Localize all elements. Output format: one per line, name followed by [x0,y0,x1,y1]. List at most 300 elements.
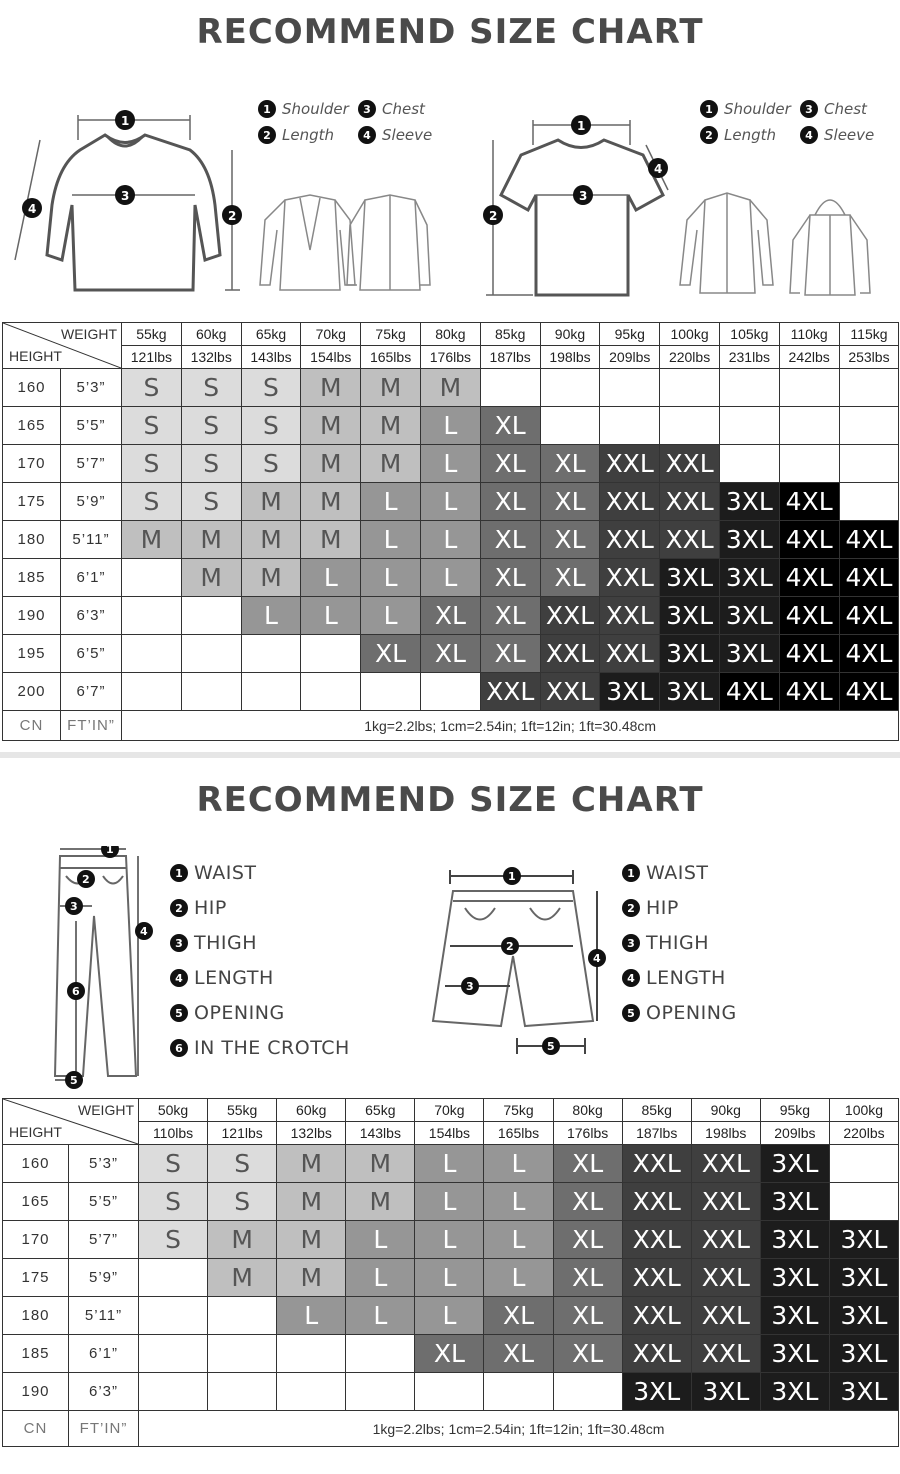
size-cell: M [301,407,361,445]
bottom-size-chart-section [0,758,900,1474]
size-cell: 4XL [779,521,839,559]
size-cell: L [415,1221,484,1259]
size-cell: 3XL [691,1373,760,1411]
size-cell: M [346,1145,415,1183]
size-cell: XXL [660,521,720,559]
weight-lbs-header: 242lbs [779,346,839,369]
height-ft-cell: 5’9” [61,483,122,521]
size-cell: XL [480,483,540,521]
size-cell [122,559,182,597]
weight-lbs-header: 110lbs [139,1122,208,1145]
size-cell: XL [553,1297,622,1335]
height-ft-cell: 5’7” [69,1221,139,1259]
size-cell: 3XL [760,1335,829,1373]
tshirt-icon [478,100,688,300]
footer-ft: FT’IN” [69,1411,139,1447]
table-row [3,1259,899,1297]
size-cell: XXL [691,1183,760,1221]
size-cell: M [277,1145,346,1183]
legend-length: LENGTH [646,967,726,989]
table-row [3,1297,899,1335]
weight-lbs-header: 121lbs [208,1122,277,1145]
size-cell: M [208,1259,277,1297]
size-cell: XL [480,597,540,635]
size-cell: XL [553,1259,622,1297]
legend-thigh: THIGH [194,932,258,954]
size-cell: 3XL [622,1373,691,1411]
legend-opening: OPENING [646,1002,737,1024]
height-cm-cell: 190 [3,597,61,635]
size-cell [346,1373,415,1411]
size-cell: XXL [660,445,720,483]
weight-lbs-header: 220lbs [829,1122,898,1145]
size-cell: S [181,407,241,445]
legend-in-the-crotch: IN THE CROTCH [194,1037,350,1059]
weight-kg-header: 100kg [660,323,720,346]
table-row [3,673,899,711]
number-4-icon: 4 [170,969,188,987]
size-cell: XXL [622,1145,691,1183]
size-cell [122,635,182,673]
size-cell: 4XL [779,673,839,711]
size-cell: 3XL [760,1183,829,1221]
svg-text:2: 2 [82,873,90,886]
size-cell [277,1335,346,1373]
size-cell: S [208,1183,277,1221]
height-cm-cell: 180 [3,1297,69,1335]
size-cell [540,369,600,407]
svg-text:1: 1 [577,119,586,133]
weight-height-corner [3,1099,139,1145]
size-cell: XL [553,1145,622,1183]
size-cell: M [301,521,361,559]
size-cell: S [122,407,182,445]
footer-row [3,1411,899,1447]
size-cell [181,597,241,635]
weight-kg-header: 75kg [484,1099,553,1122]
weight-lbs-header: 154lbs [415,1122,484,1145]
size-cell: L [420,483,480,521]
size-cell: 3XL [829,1297,898,1335]
legend-waist: WAIST [194,862,257,884]
weight-lbs-header: 143lbs [241,346,301,369]
table-row [3,483,899,521]
size-cell [660,369,720,407]
weight-lbs-header: 209lbs [600,346,660,369]
weight-lbs-header: 132lbs [277,1122,346,1145]
table-row [3,1145,899,1183]
shirt-and-hoodie-icon [675,185,885,300]
weight-lbs-header: 154lbs [301,346,361,369]
size-cell: L [361,559,421,597]
size-cell: L [484,1183,553,1221]
size-cell [208,1335,277,1373]
number-4-icon: 4 [358,126,376,144]
size-cell: XXL [600,445,660,483]
weight-kg-header: 90kg [691,1099,760,1122]
weight-lbs-header: 165lbs [484,1122,553,1145]
size-cell: XXL [660,483,720,521]
number-4-icon: 4 [800,126,818,144]
size-cell [208,1373,277,1411]
size-cell: XXL [691,1335,760,1373]
number-1-icon: 1 [170,864,188,882]
number-1-icon: 1 [258,100,276,118]
size-cell [660,407,720,445]
size-cell [600,369,660,407]
size-cell: L [484,1259,553,1297]
height-ft-cell: 6’7” [61,673,122,711]
size-cell: L [415,1145,484,1183]
weight-lbs-header: 187lbs [480,346,540,369]
size-cell: XL [484,1297,553,1335]
size-cell [301,673,361,711]
weight-lbs-header: 176lbs [420,346,480,369]
weight-kg-header: 110kg [779,323,839,346]
size-cell: 4XL [839,597,899,635]
size-cell: L [420,445,480,483]
size-cell [301,635,361,673]
legend-chest: Chest [382,100,425,118]
number-2-icon: 2 [170,899,188,917]
size-cell: L [361,483,421,521]
size-cell [829,1183,898,1221]
size-cell: XL [540,521,600,559]
size-cell: S [241,407,301,445]
size-cell: M [277,1183,346,1221]
height-cm-cell: 185 [3,1335,69,1373]
size-cell: M [181,559,241,597]
size-cell: 3XL [760,1373,829,1411]
size-cell: 4XL [839,635,899,673]
height-ft-cell: 6’3” [69,1373,139,1411]
size-cell [346,1335,415,1373]
height-cm-cell: 185 [3,559,61,597]
size-cell: L [420,559,480,597]
size-cell [779,445,839,483]
height-ft-cell: 6’1” [69,1335,139,1373]
size-cell: XL [480,407,540,445]
height-ft-cell: 5’11” [61,521,122,559]
shorts-icon [425,866,615,1056]
table-row [3,559,899,597]
weight-lbs-header: 220lbs [660,346,720,369]
size-cell: L [346,1259,415,1297]
size-cell [122,673,182,711]
table-row [3,1373,899,1411]
weight-lbs-header: 132lbs [181,346,241,369]
size-cell: S [139,1145,208,1183]
size-cell: 4XL [839,521,899,559]
table-row [3,597,899,635]
blazer-and-jacket-icon [255,190,435,300]
pants-legend [170,862,350,1072]
legend-opening: OPENING [194,1002,285,1024]
weight-label: WEIGHT [61,326,117,342]
height-cm-cell: 175 [3,483,61,521]
size-cell [839,445,899,483]
size-cell: 3XL [829,1335,898,1373]
top-title: RECOMMEND SIZE CHART [196,12,704,52]
table-row [3,1221,899,1259]
size-cell: M [301,445,361,483]
size-cell: XXL [691,1259,760,1297]
svg-text:2: 2 [489,209,498,223]
size-cell: M [301,483,361,521]
size-cell: M [361,407,421,445]
size-cell: 3XL [719,635,779,673]
size-cell: L [415,1259,484,1297]
weight-kg-header: 105kg [719,323,779,346]
weight-lbs-header: 198lbs [691,1122,760,1145]
height-ft-cell: 5’5” [69,1183,139,1221]
size-cell: 3XL [660,673,720,711]
number-2-icon: 2 [700,126,718,144]
svg-text:1: 1 [121,114,130,128]
size-cell: XL [420,597,480,635]
legend-chest: Chest [824,100,867,118]
size-cell: L [361,521,421,559]
size-cell: 4XL [839,559,899,597]
conversion-note: 1kg=2.2lbs; 1cm=2.54in; 1ft=12in; 1ft=30.48cm [122,711,899,741]
size-cell [480,369,540,407]
number-2-icon: 2 [622,899,640,917]
top-legend-left [258,100,458,152]
size-cell: L [361,597,421,635]
size-cell: S [139,1221,208,1259]
number-1-icon: 1 [622,864,640,882]
size-cell: 4XL [779,635,839,673]
size-cell [181,635,241,673]
size-cell [181,673,241,711]
height-cm-cell: 180 [3,521,61,559]
height-cm-cell: 165 [3,407,61,445]
weight-lbs-header: 231lbs [719,346,779,369]
size-cell: XXL [691,1145,760,1183]
weight-lbs-header: 176lbs [553,1122,622,1145]
size-cell: XXL [691,1221,760,1259]
weight-kg-header: 50kg [139,1099,208,1122]
height-ft-cell: 5’5” [61,407,122,445]
size-cell: XXL [691,1297,760,1335]
size-cell [139,1297,208,1335]
size-cell: XXL [622,1297,691,1335]
header-row-kg [3,323,899,346]
size-cell: 3XL [719,597,779,635]
size-cell: 3XL [660,635,720,673]
height-ft-cell: 6’5” [61,635,122,673]
footer-ft: FT’IN” [61,711,122,741]
svg-text:1: 1 [508,870,516,883]
number-4-icon: 4 [622,969,640,987]
number-6-icon: 6 [170,1039,188,1057]
height-ft-cell: 5’3” [61,369,122,407]
weight-kg-header: 65kg [346,1099,415,1122]
size-cell: XXL [622,1221,691,1259]
size-cell: XL [553,1221,622,1259]
svg-text:3: 3 [466,980,474,993]
size-cell: S [181,483,241,521]
bottom-title: RECOMMEND SIZE CHART [196,780,704,820]
size-cell: S [122,445,182,483]
size-cell: 3XL [760,1297,829,1335]
height-cm-cell: 190 [3,1373,69,1411]
size-cell: L [301,559,361,597]
size-cell: XXL [600,483,660,521]
size-cell: 4XL [719,673,779,711]
weight-lbs-header: 187lbs [622,1122,691,1145]
size-cell: S [241,369,301,407]
size-cell [208,1297,277,1335]
size-cell: L [484,1221,553,1259]
size-cell [553,1373,622,1411]
weight-kg-header: 95kg [600,323,660,346]
size-cell [484,1373,553,1411]
size-cell: M [241,483,301,521]
size-cell: L [346,1297,415,1335]
size-cell [839,369,899,407]
size-cell: XXL [540,673,600,711]
number-2-icon: 2 [258,126,276,144]
size-cell: M [241,559,301,597]
legend-sleeve: Sleeve [824,126,875,144]
size-cell: S [122,369,182,407]
size-cell [361,673,421,711]
size-cell [839,483,899,521]
table-row [3,369,899,407]
legend-length: Length [282,126,335,144]
weight-kg-header: 65kg [241,323,301,346]
size-cell: XL [540,483,600,521]
size-cell: XL [540,445,600,483]
svg-text:3: 3 [121,189,130,203]
weight-kg-header: 80kg [553,1099,622,1122]
height-ft-cell: 6’1” [61,559,122,597]
height-cm-cell: 175 [3,1259,69,1297]
svg-text:5: 5 [547,1040,555,1053]
size-cell: XXL [480,673,540,711]
size-cell [415,1373,484,1411]
top-legend-right [700,100,900,152]
number-3-icon: 3 [170,934,188,952]
height-ft-cell: 6’3” [61,597,122,635]
svg-text:4: 4 [654,162,663,176]
size-cell [139,1335,208,1373]
weight-lbs-header: 121lbs [122,346,182,369]
weight-lbs-header: 209lbs [760,1122,829,1145]
weight-kg-header: 100kg [829,1099,898,1122]
size-cell [719,445,779,483]
shorts-legend [622,862,737,1037]
size-cell: L [420,407,480,445]
svg-text:2: 2 [506,940,514,953]
weight-kg-header: 70kg [415,1099,484,1122]
size-cell: XL [484,1335,553,1373]
svg-text:5: 5 [70,1074,78,1087]
height-cm-cell: 170 [3,1221,69,1259]
top-size-table [2,322,899,741]
size-cell: M [241,521,301,559]
size-cell: M [277,1259,346,1297]
weight-kg-header: 85kg [622,1099,691,1122]
height-cm-cell: 160 [3,1145,69,1183]
size-cell: XXL [622,1183,691,1221]
footer-cn: CN [3,711,61,741]
weight-kg-header: 60kg [277,1099,346,1122]
size-cell: L [346,1221,415,1259]
size-cell: XL [415,1335,484,1373]
table-row [3,407,899,445]
height-cm-cell: 170 [3,445,61,483]
size-cell [540,407,600,445]
size-cell: L [415,1183,484,1221]
size-cell: M [181,521,241,559]
size-cell: XXL [540,597,600,635]
size-cell: L [415,1297,484,1335]
height-label: HEIGHT [9,1124,62,1140]
svg-text:1: 1 [106,846,114,856]
legend-length: LENGTH [194,967,274,989]
size-cell [779,407,839,445]
size-cell: XXL [622,1335,691,1373]
size-cell: XXL [540,635,600,673]
size-cell: 3XL [660,597,720,635]
conversion-note: 1kg=2.2lbs; 1cm=2.54in; 1ft=12in; 1ft=30.48cm [139,1411,899,1447]
pants-icon [38,846,158,1091]
size-cell: M [208,1221,277,1259]
svg-text:3: 3 [70,900,78,913]
size-cell: S [181,369,241,407]
number-3-icon: 3 [622,934,640,952]
size-cell: L [277,1297,346,1335]
size-cell: 3XL [660,559,720,597]
number-3-icon: 3 [358,100,376,118]
legend-shoulder: Shoulder [724,100,791,118]
height-cm-cell: 160 [3,369,61,407]
size-cell: 3XL [719,559,779,597]
weight-label: WEIGHT [78,1102,134,1118]
table-row [3,445,899,483]
size-cell: XL [480,521,540,559]
size-cell [420,673,480,711]
size-cell: 3XL [600,673,660,711]
size-cell [839,407,899,445]
weight-lbs-header: 165lbs [361,346,421,369]
footer-cn: CN [3,1411,69,1447]
weight-kg-header: 70kg [301,323,361,346]
size-cell: 4XL [779,483,839,521]
table-row [3,635,899,673]
number-5-icon: 5 [170,1004,188,1022]
size-cell: M [277,1221,346,1259]
size-cell [241,673,301,711]
weight-lbs-header: 198lbs [540,346,600,369]
size-cell: XXL [600,521,660,559]
legend-length: Length [724,126,777,144]
size-cell: XXL [622,1259,691,1297]
size-cell [829,1145,898,1183]
size-cell: XL [361,635,421,673]
size-cell: L [301,597,361,635]
size-cell: M [301,369,361,407]
bottom-size-table [2,1098,899,1447]
size-cell [139,1373,208,1411]
svg-text:6: 6 [72,985,80,998]
size-cell: XL [540,559,600,597]
size-cell [600,407,660,445]
size-cell [719,407,779,445]
size-cell: 3XL [760,1259,829,1297]
